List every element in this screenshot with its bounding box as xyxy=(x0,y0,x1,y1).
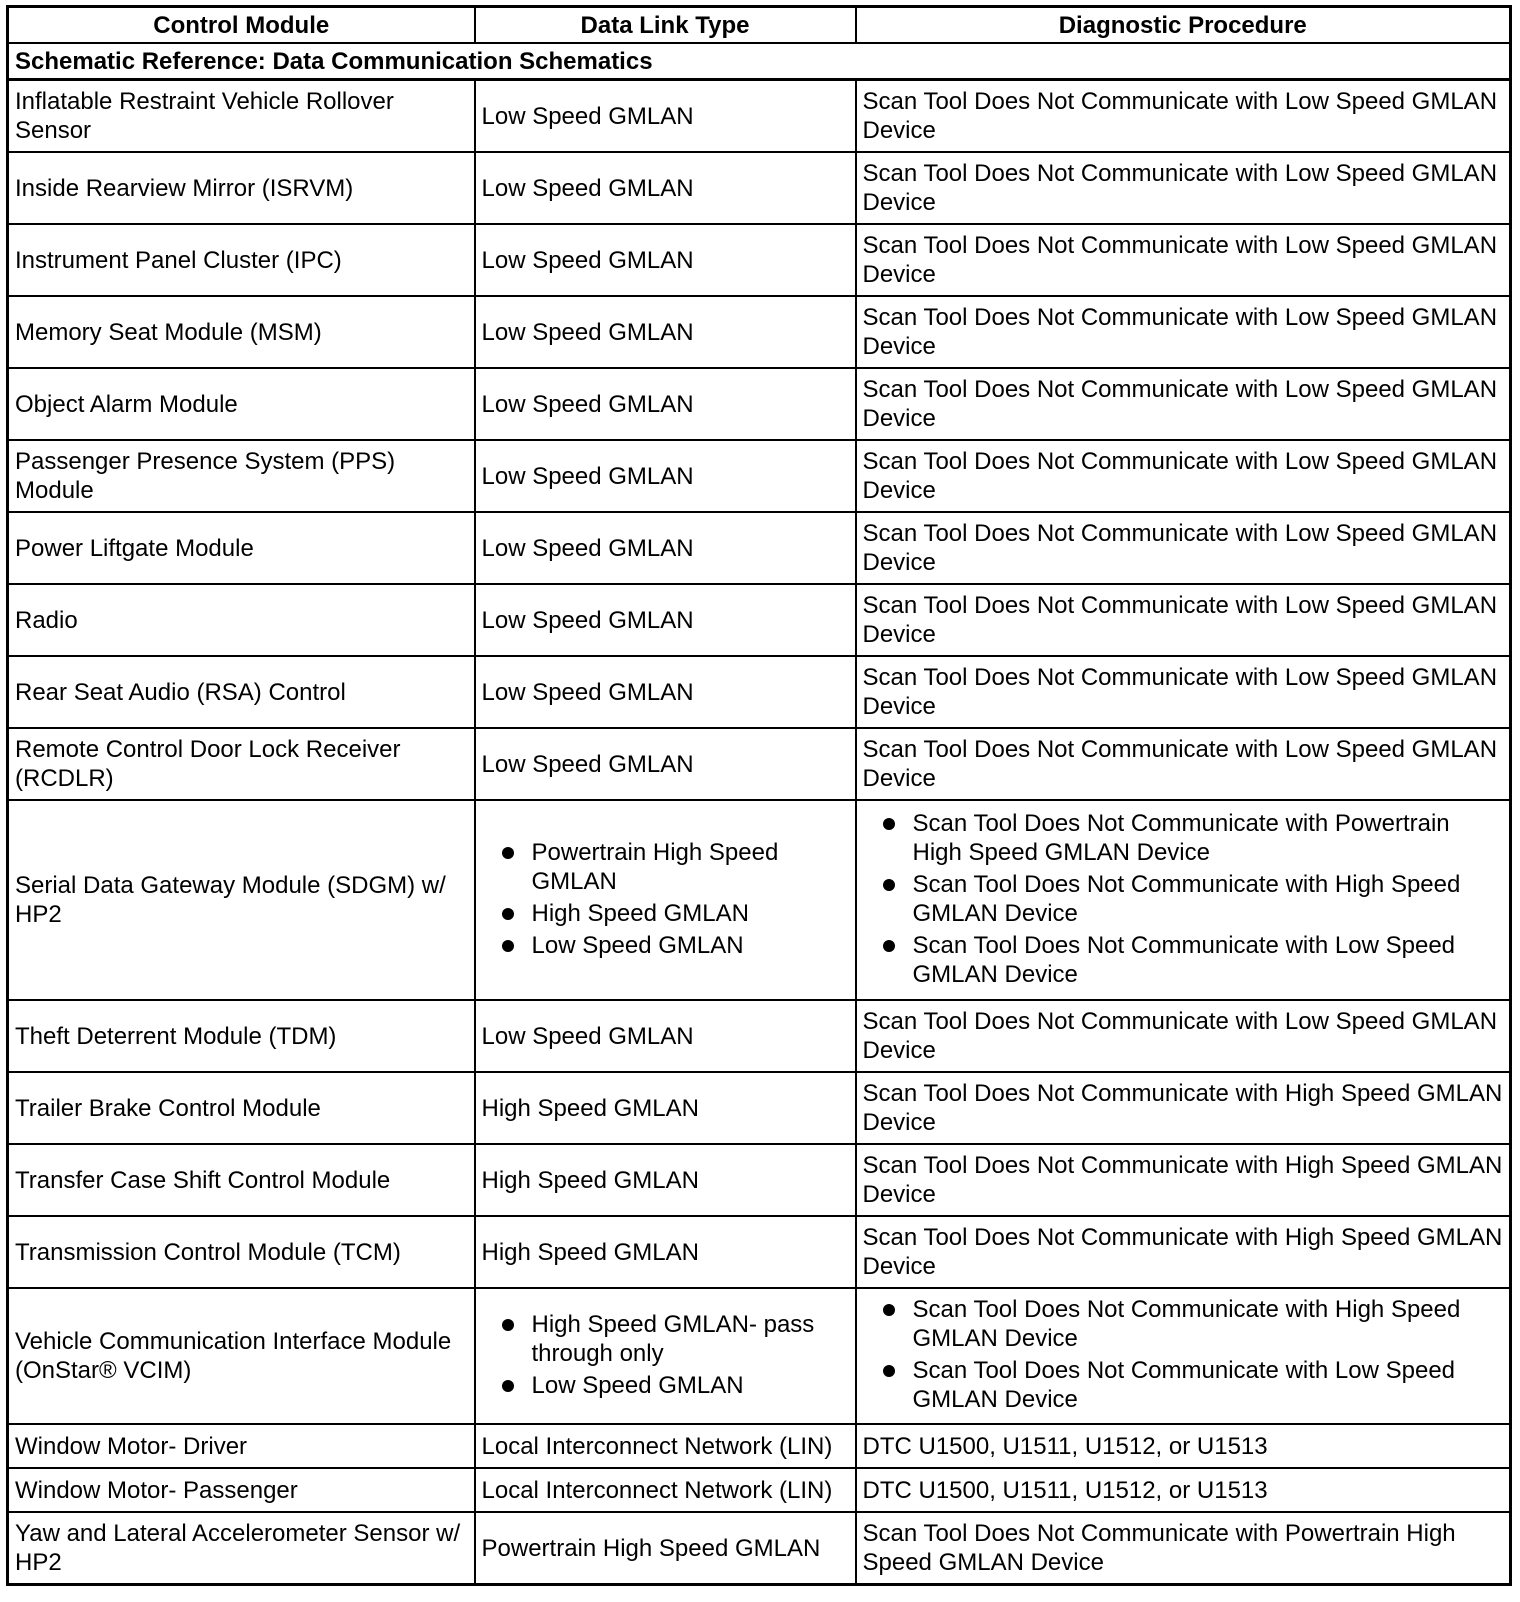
cell-module: Power Liftgate Module xyxy=(8,512,475,584)
cell-link: Low Speed GMLAN xyxy=(475,368,856,440)
list-item: High Speed GMLAN xyxy=(482,899,849,928)
cell-procedure-list xyxy=(856,1288,1511,1424)
cell-link: Powertrain High Speed GMLAN xyxy=(475,1512,856,1585)
header-control-module: Control Module xyxy=(8,7,475,44)
table-row xyxy=(8,656,1511,728)
cell-procedure: Scan Tool Does Not Communicate with Low Speed GMLAN Device xyxy=(856,584,1511,656)
table-row xyxy=(8,80,1511,153)
table-header-row xyxy=(8,7,1511,44)
cell-module: Transfer Case Shift Control Module xyxy=(8,1144,475,1216)
cell-link: Low Speed GMLAN xyxy=(475,728,856,800)
cell-procedure: Scan Tool Does Not Communicate with Low Speed GMLAN Device xyxy=(856,512,1511,584)
table-row xyxy=(8,1468,1511,1512)
header-data-link-type: Data Link Type xyxy=(475,7,856,44)
cell-link: Local Interconnect Network (LIN) xyxy=(475,1424,856,1468)
cell-link: High Speed GMLAN xyxy=(475,1144,856,1216)
cell-module: Yaw and Lateral Accelerometer Sensor w/ HP2 xyxy=(8,1512,475,1585)
table-row-sdgm xyxy=(8,800,1511,1000)
header-diagnostic-procedure: Diagnostic Procedure xyxy=(856,7,1511,44)
cell-module: Memory Seat Module (MSM) xyxy=(8,296,475,368)
cell-link: Low Speed GMLAN xyxy=(475,1000,856,1072)
table-row xyxy=(8,296,1511,368)
cell-link: Low Speed GMLAN xyxy=(475,296,856,368)
cell-procedure: Scan Tool Does Not Communicate with Low Speed GMLAN Device xyxy=(856,80,1511,153)
table-row xyxy=(8,512,1511,584)
table-row xyxy=(8,1424,1511,1468)
cell-module: Instrument Panel Cluster (IPC) xyxy=(8,224,475,296)
cell-procedure: Scan Tool Does Not Communicate with High Speed GMLAN Device xyxy=(856,1072,1511,1144)
list-item: High Speed GMLAN- pass through only xyxy=(482,1310,849,1368)
cell-module: Object Alarm Module xyxy=(8,368,475,440)
cell-module: Trailer Brake Control Module xyxy=(8,1072,475,1144)
cell-module: Inflatable Restraint Vehicle Rollover Sensor xyxy=(8,80,475,153)
cell-procedure: Scan Tool Does Not Communicate with Low Speed GMLAN Device xyxy=(856,440,1511,512)
cell-module: Vehicle Communication Interface Module (OnStar® VCIM) xyxy=(8,1288,475,1424)
table-row xyxy=(8,440,1511,512)
list-item: Low Speed GMLAN xyxy=(482,931,849,960)
list-item: Scan Tool Does Not Communicate with Low Speed GMLAN Device xyxy=(863,1356,1504,1414)
cell-procedure: Scan Tool Does Not Communicate with Low Speed GMLAN Device xyxy=(856,728,1511,800)
cell-procedure: DTC U1500, U1511, U1512, or U1513 xyxy=(856,1468,1511,1512)
cell-link: High Speed GMLAN xyxy=(475,1216,856,1288)
cell-link: Low Speed GMLAN xyxy=(475,656,856,728)
cell-module: Transmission Control Module (TCM) xyxy=(8,1216,475,1288)
cell-procedure: Scan Tool Does Not Communicate with Low Speed GMLAN Device xyxy=(856,296,1511,368)
table-row-vcim xyxy=(8,1288,1511,1424)
table-row xyxy=(8,728,1511,800)
cell-link: Low Speed GMLAN xyxy=(475,80,856,153)
table-row xyxy=(8,152,1511,224)
cell-procedure: Scan Tool Does Not Communicate with High Speed GMLAN Device xyxy=(856,1216,1511,1288)
cell-link: Local Interconnect Network (LIN) xyxy=(475,1468,856,1512)
cell-module: Rear Seat Audio (RSA) Control xyxy=(8,656,475,728)
table-row xyxy=(8,1216,1511,1288)
list-item: Powertrain High Speed GMLAN xyxy=(482,838,849,896)
cell-module: Inside Rearview Mirror (ISRVM) xyxy=(8,152,475,224)
list-item: Scan Tool Does Not Communicate with High Speed GMLAN Device xyxy=(863,1295,1504,1353)
table-row xyxy=(8,584,1511,656)
cell-procedure: Scan Tool Does Not Communicate with Powertrain High Speed GMLAN Device xyxy=(856,1512,1511,1585)
cell-link-list xyxy=(475,800,856,1000)
cell-link: High Speed GMLAN xyxy=(475,1072,856,1144)
cell-procedure: Scan Tool Does Not Communicate with Low Speed GMLAN Device xyxy=(856,656,1511,728)
cell-link: Low Speed GMLAN xyxy=(475,440,856,512)
cell-link: Low Speed GMLAN xyxy=(475,224,856,296)
section-title: Schematic Reference: Data Communication Schematics xyxy=(8,43,1511,80)
cell-procedure: DTC U1500, U1511, U1512, or U1513 xyxy=(856,1424,1511,1468)
link-bullet-list xyxy=(482,1310,849,1400)
cell-procedure: Scan Tool Does Not Communicate with High Speed GMLAN Device xyxy=(856,1144,1511,1216)
cell-module: Window Motor- Passenger xyxy=(8,1468,475,1512)
cell-link: Low Speed GMLAN xyxy=(475,512,856,584)
table-row xyxy=(8,224,1511,296)
table-row xyxy=(8,1000,1511,1072)
cell-link-list xyxy=(475,1288,856,1424)
table-row xyxy=(8,1512,1511,1585)
list-item: Scan Tool Does Not Communicate with Powertrain High Speed GMLAN Device xyxy=(863,809,1504,867)
cell-module: Radio xyxy=(8,584,475,656)
table-row xyxy=(8,368,1511,440)
procedure-bullet-list xyxy=(863,809,1504,989)
diagnostic-table xyxy=(6,5,1512,1586)
cell-procedure: Scan Tool Does Not Communicate with Low Speed GMLAN Device xyxy=(856,224,1511,296)
cell-procedure-list xyxy=(856,800,1511,1000)
table-row xyxy=(8,1144,1511,1216)
procedure-bullet-list xyxy=(863,1295,1504,1414)
cell-module: Serial Data Gateway Module (SDGM) w/ HP2 xyxy=(8,800,475,1000)
list-item: Low Speed GMLAN xyxy=(482,1371,849,1400)
list-item: Scan Tool Does Not Communicate with High Speed GMLAN Device xyxy=(863,870,1504,928)
table-row xyxy=(8,1072,1511,1144)
cell-link: Low Speed GMLAN xyxy=(475,152,856,224)
cell-procedure: Scan Tool Does Not Communicate with Low Speed GMLAN Device xyxy=(856,152,1511,224)
cell-module: Remote Control Door Lock Receiver (RCDLR) xyxy=(8,728,475,800)
cell-link: Low Speed GMLAN xyxy=(475,584,856,656)
cell-procedure: Scan Tool Does Not Communicate with Low Speed GMLAN Device xyxy=(856,368,1511,440)
section-row xyxy=(8,43,1511,80)
cell-module: Window Motor- Driver xyxy=(8,1424,475,1468)
link-bullet-list xyxy=(482,838,849,960)
list-item: Scan Tool Does Not Communicate with Low Speed GMLAN Device xyxy=(863,931,1504,989)
cell-module: Theft Deterrent Module (TDM) xyxy=(8,1000,475,1072)
cell-module: Passenger Presence System (PPS) Module xyxy=(8,440,475,512)
cell-procedure: Scan Tool Does Not Communicate with Low Speed GMLAN Device xyxy=(856,1000,1511,1072)
